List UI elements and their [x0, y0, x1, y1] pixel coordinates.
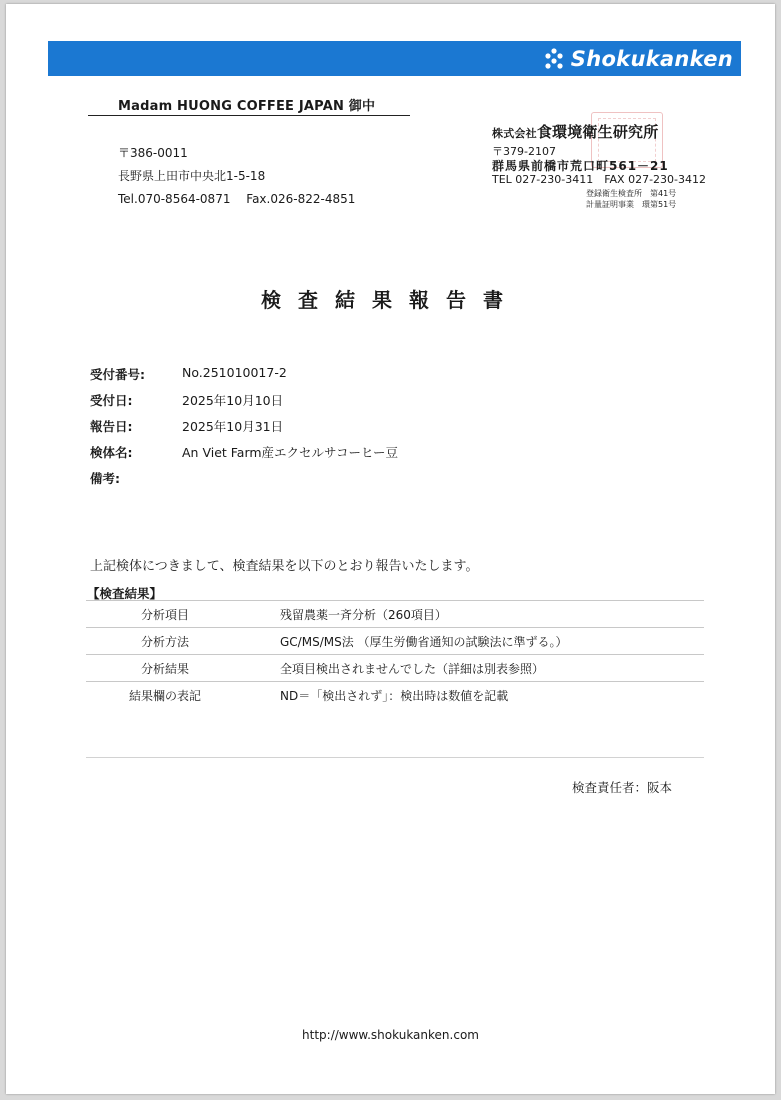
- results-row: [86, 627, 704, 654]
- meta-row: [90, 417, 398, 443]
- logo-text: Shokukanken: [570, 46, 733, 71]
- results-row: [86, 654, 704, 681]
- meta-label: 検体名:: [90, 445, 133, 460]
- header-banner: [48, 41, 741, 76]
- meta-value: 2025年10月31日: [182, 419, 284, 434]
- meta-row: [90, 469, 398, 495]
- meta-label: 備考:: [90, 471, 120, 486]
- lab-name: [492, 121, 706, 142]
- client-contact: Tel.070-8564-0871 Fax.026-822-4851: [118, 192, 356, 206]
- addressee-underline: [88, 115, 410, 116]
- client-postal: 〒386-0011: [118, 146, 188, 160]
- client-address: 長野県上田市中央北1-5-18: [118, 169, 266, 183]
- meta-label: 受付番号:: [90, 367, 145, 382]
- report-meta: [90, 365, 398, 495]
- results-row: [86, 600, 704, 627]
- meta-row: [90, 443, 398, 469]
- results-label: 分析結果: [140, 661, 189, 676]
- lab-tel-fax: TEL 027-230-3411 FAX 027-230-3412: [492, 173, 707, 186]
- lab-postal: 〒379-2107: [492, 145, 556, 158]
- addressee: Madam HUONG COFFEE JAPAN 御中: [118, 99, 376, 114]
- results-heading: 【検査結果】: [87, 586, 163, 601]
- results-label: 分析方法: [140, 634, 189, 649]
- meta-label: 受付日:: [90, 393, 133, 408]
- lab-company-name: 食環境衛生研究所: [536, 123, 659, 141]
- results-value: ND＝「検出されず」：検出時は数値を記載: [280, 688, 509, 703]
- lab-registration-2: 計量証明事業 環第51号: [586, 200, 677, 209]
- results-value: 残留農薬一斉分析（260項目）: [280, 607, 447, 622]
- footer-url: http://www.shokukanken.com: [302, 1028, 479, 1042]
- document-title: 検査結果報告書: [261, 288, 520, 312]
- meta-row: [90, 365, 398, 391]
- meta-row: [90, 391, 398, 417]
- results-label: 結果欄の表記: [128, 688, 201, 703]
- meta-value: 2025年10月10日: [182, 393, 284, 408]
- lab-address: 群馬県前橋市荒口町561－21: [492, 159, 669, 173]
- results-table: [86, 600, 704, 708]
- results-value: 全項目検出されませんでした（詳細は別表参照）: [280, 661, 545, 676]
- results-row: [86, 681, 704, 708]
- client-info: [118, 142, 355, 211]
- lab-registration-1: 登録衛生検査所 第41号: [586, 189, 677, 198]
- meta-label: 報告日:: [90, 419, 133, 434]
- meta-value: An Viet Farm産エクセルサコーヒー豆: [182, 445, 399, 460]
- shokukanken-logo-icon: [544, 47, 566, 71]
- results-label: 分析項目: [140, 607, 189, 622]
- inspector-signature: 検査責任者：阪本: [572, 780, 673, 795]
- company-logo: [544, 44, 733, 73]
- results-value: GC/MS/MS法 （厚生労働省通知の試験法に準ずる。）: [280, 634, 568, 649]
- lab-registration: [586, 188, 676, 210]
- intro-text: 上記検体につきまして、検査結果を以下のとおり報告いたします。: [90, 559, 479, 574]
- divider: [86, 757, 704, 758]
- meta-value: No.251010017-2: [182, 365, 287, 380]
- lab-company-prefix: 株式会社: [492, 127, 537, 140]
- report-page: [6, 4, 775, 1094]
- lab-info: [492, 121, 706, 187]
